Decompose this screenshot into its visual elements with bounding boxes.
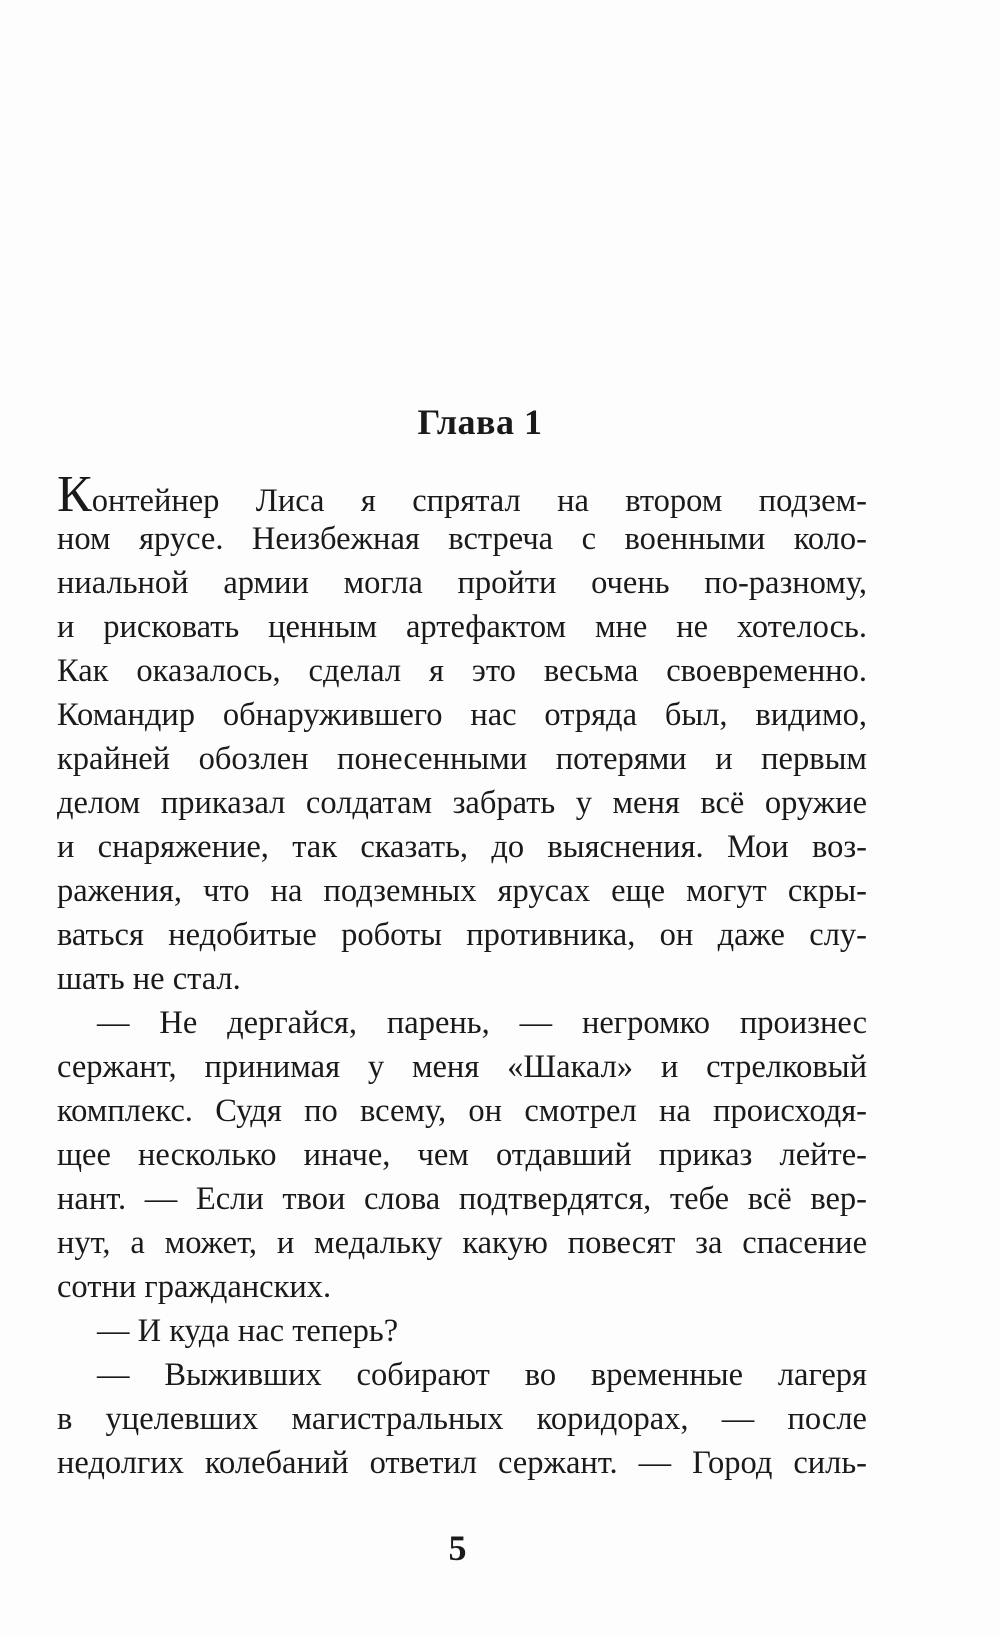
- text-line: в уцелевших магистральных коридорах, — после: [57, 1401, 867, 1437]
- text-line: — Выживших собирают во временные лагеря: [97, 1357, 867, 1393]
- text-line: сотни гражданских.: [57, 1269, 332, 1305]
- text-line: и рисковать ценным артефактом мне не хотелось.: [57, 609, 867, 645]
- text-line: щее несколько иначе, чем отдавший приказ лейте-: [57, 1137, 867, 1173]
- text-line: ниальной армии могла пройти очень по-разному,: [57, 565, 867, 601]
- text-line: шать не стал.: [57, 961, 241, 997]
- text-line: нут, а может, и медальку какую повесят за спасение: [57, 1225, 867, 1261]
- text-line: Контейнер Лиса я спрятал на втором подзем-: [57, 466, 867, 523]
- text-line: ражения, что на подземных ярусах еще могут скры-: [57, 873, 867, 909]
- text-line: Как оказалось, сделал я это весьма своевременно.: [57, 653, 867, 689]
- text-line: сержант, принимая у меня «Шакал» и стрелковый: [57, 1049, 867, 1085]
- text-line: делом приказал солдатам забрать у меня всё оружие: [57, 785, 867, 821]
- text-line: ном ярусе. Неизбежная встреча с военными коло-: [57, 521, 867, 557]
- page-number: 5: [448, 1528, 467, 1568]
- drop-cap: К: [57, 466, 92, 523]
- text-line: недолгих колебаний ответил сержант. — Город силь-: [57, 1445, 867, 1481]
- text-line: крайней обозлен понесенными потерями и первым: [57, 741, 867, 777]
- text-line: Командир обнаружившего нас отряда был, видимо,: [57, 697, 867, 733]
- text-line: — Не дергайся, парень, — негромко произнес: [97, 1005, 867, 1041]
- text-line: нант. — Если твои слова подтвердятся, тебе всё вер-: [57, 1181, 867, 1217]
- text-line: ваться недобитые роботы противника, он даже слу-: [57, 917, 867, 953]
- chapter-title: Глава 1: [417, 402, 543, 442]
- text-line: комплекс. Судя по всему, он смотрел на происходя-: [57, 1093, 867, 1129]
- text-line: — И куда нас теперь?: [97, 1313, 399, 1349]
- text-line: и снаряжение, так сказать, до выяснения. Мои воз-: [57, 829, 867, 865]
